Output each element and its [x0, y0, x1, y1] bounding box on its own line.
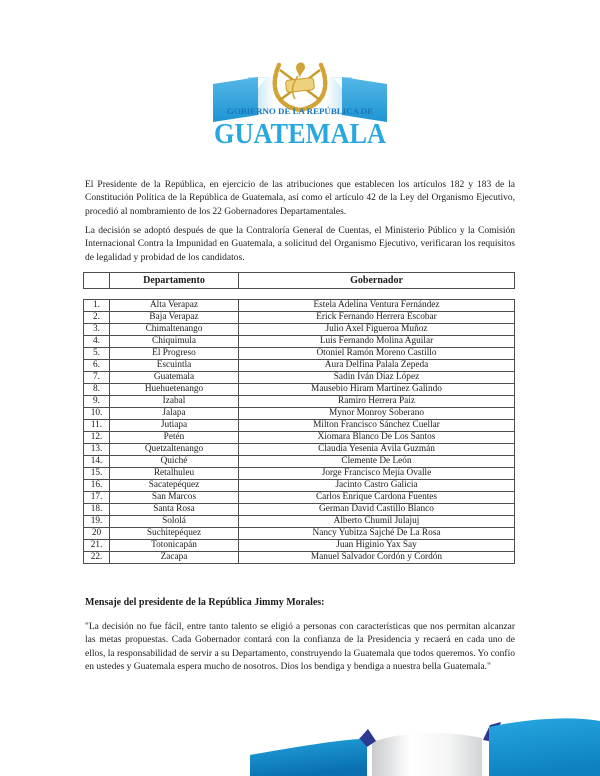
- flag-ribbon-icon: [250, 714, 600, 776]
- row-number: 3.: [84, 324, 110, 336]
- row-number: 17.: [84, 492, 110, 504]
- row-number: 8.: [84, 384, 110, 396]
- header-row: [84, 273, 515, 289]
- row-governor: Milton Francisco Sánchez Cuellar: [239, 420, 515, 432]
- row-department: Retalhuleu: [110, 468, 239, 480]
- row-governor: Estela Adelina Ventura Fernández: [239, 300, 515, 312]
- table-row: [84, 552, 515, 564]
- governors-table: [83, 299, 515, 564]
- row-department: Sacatepéquez: [110, 480, 239, 492]
- row-governor: Clemente De León: [239, 456, 515, 468]
- row-number: 7.: [84, 372, 110, 384]
- row-number: 14.: [84, 456, 110, 468]
- table-row: [84, 480, 515, 492]
- table-row: [84, 456, 515, 468]
- row-department: Jutiapa: [110, 420, 239, 432]
- governors-table-body: [84, 300, 515, 564]
- table-row: [84, 348, 515, 360]
- row-governor: Mynor Monroy Soberano: [239, 408, 515, 420]
- row-department: Sololá: [110, 516, 239, 528]
- logo-title: GUATEMALA: [214, 119, 387, 150]
- row-governor: Luis Fernando Molina Aguilar: [239, 336, 515, 348]
- intro-paragraph-1: El Presidente de la República, en ejercicio de las atribuciones que establecen los artículos 182 y 183 de la Constitución Política de la República de Guatemala, así como el artículo 42 de la Ley del Organismo Ejecutivo, procedió al nombramiento de los 22 Gobernadores Departamentales.: [85, 180, 515, 217]
- row-governor: Alberto Chumil Julajuj: [239, 516, 515, 528]
- row-governor: Ramiro Herrera Paiz: [239, 396, 515, 408]
- row-governor: Jacinto Castro Galicia: [239, 480, 515, 492]
- row-number: 20: [84, 528, 110, 540]
- row-department: Quetzaltenango: [110, 444, 239, 456]
- table-row: [84, 384, 515, 396]
- row-department: Alta Verapaz: [110, 300, 239, 312]
- row-governor: Julio Axel Figueroa Muñoz: [239, 324, 515, 336]
- row-department: Izabal: [110, 396, 239, 408]
- table-row: [84, 420, 515, 432]
- row-number: 1.: [84, 300, 110, 312]
- table-row: [84, 324, 515, 336]
- row-governor: Jorge Francisco Mejía Ovalle: [239, 468, 515, 480]
- table-row: [84, 468, 515, 480]
- table-row: [84, 360, 515, 372]
- row-department: Totonicapán: [110, 540, 239, 552]
- table-row: [84, 444, 515, 456]
- table-row: [84, 372, 515, 384]
- table-row: [84, 312, 515, 324]
- row-number: 22.: [84, 552, 110, 564]
- message-heading: Mensaje del presidente de la República Jimmy Morales:: [85, 597, 325, 608]
- row-department: Chiquimula: [110, 336, 239, 348]
- row-department: Petén: [110, 432, 239, 444]
- row-department: Santa Rosa: [110, 504, 239, 516]
- row-number: 21.: [84, 540, 110, 552]
- table-row: [84, 540, 515, 552]
- row-department: El Progreso: [110, 348, 239, 360]
- row-department: Baja Verapaz: [110, 312, 239, 324]
- row-governor: German David Castillo Blanco: [239, 504, 515, 516]
- row-department: Jalapa: [110, 408, 239, 420]
- message-quote: "La decisión no fue fácil, entre tanto talento se eligió a personas con características que nos permitan alcanzar las metas propuestas. Cada Gobernador contará con la confianza de la Presidencia y recaerá en cada uno de ellos, la responsabilidad de servir a su Departamento, construyendo la Guatemala que todos queremos. Yo confío en ustedes y Guatemala espera mucho de nosotros. Dios los bendiga y bendiga a nuestra bella Guatemala.": [85, 622, 515, 672]
- row-number: 19.: [84, 516, 110, 528]
- row-governor: Erick Fernando Herrera Escobar: [239, 312, 515, 324]
- row-number: 11.: [84, 420, 110, 432]
- row-number: 13.: [84, 444, 110, 456]
- row-governor: Juan Higinio Yax Say: [239, 540, 515, 552]
- table-row: [84, 300, 515, 312]
- header-department-cell: Departamento: [110, 273, 239, 289]
- table-row: [84, 408, 515, 420]
- table-row: [84, 516, 515, 528]
- table-row: [84, 336, 515, 348]
- logo-subtitle: GOBIERNO DE LA REPÚBLICA DE: [227, 107, 362, 116]
- row-department: San Marcos: [110, 492, 239, 504]
- row-department: Escuintla: [110, 360, 239, 372]
- row-governor: Otoniel Ramón Moreno Castillo: [239, 348, 515, 360]
- row-governor: Manuel Salvador Cordón y Cordón: [239, 552, 515, 564]
- row-department: Suchitepéquez: [110, 528, 239, 540]
- row-department: Guatemala: [110, 372, 239, 384]
- row-number: 10.: [84, 408, 110, 420]
- header-number-cell: [84, 273, 110, 289]
- row-number: 12.: [84, 432, 110, 444]
- table-row: [84, 396, 515, 408]
- intro-paragraph-2: La decisión se adoptó después de que la Contraloría General de Cuentas, el Ministerio Público y la Comisión Internacional Contra la Impunidad en Guatemala, a solicitud del Organismo Ejecutivo, verificaran los requisitos de legalidad y probidad de los candidatos.: [85, 226, 515, 263]
- header-governor-cell: Gobernador: [239, 273, 515, 289]
- table-row: [84, 432, 515, 444]
- table-row: [84, 528, 515, 540]
- row-department: Quiché: [110, 456, 239, 468]
- row-governor: Nancy Yubitza Sajché De La Rosa: [239, 528, 515, 540]
- row-governor: Mausebio Hiram Martínez Galindo: [239, 384, 515, 396]
- row-number: 16.: [84, 480, 110, 492]
- table-row: [84, 504, 515, 516]
- table-row: [84, 492, 515, 504]
- row-governor: Sadin Iván Díaz López: [239, 372, 515, 384]
- row-governor: Carlos Enrique Cardona Fuentes: [239, 492, 515, 504]
- row-number: 2.: [84, 312, 110, 324]
- row-department: Chimaltenango: [110, 324, 239, 336]
- row-number: 6.: [84, 360, 110, 372]
- government-logo: [208, 56, 392, 160]
- row-number: 9.: [84, 396, 110, 408]
- row-department: Huehuetenango: [110, 384, 239, 396]
- row-number: 15.: [84, 468, 110, 480]
- row-governor: Xiomara Blanco De Los Santos: [239, 432, 515, 444]
- row-number: 4.: [84, 336, 110, 348]
- governors-table-header: [83, 272, 515, 289]
- row-number: 18.: [84, 504, 110, 516]
- row-number: 5.: [84, 348, 110, 360]
- row-governor: Aura Delfina Palala Zepeda: [239, 360, 515, 372]
- row-governor: Claudia Yesenia Ávila Guzmán: [239, 444, 515, 456]
- row-department: Zacapa: [110, 552, 239, 564]
